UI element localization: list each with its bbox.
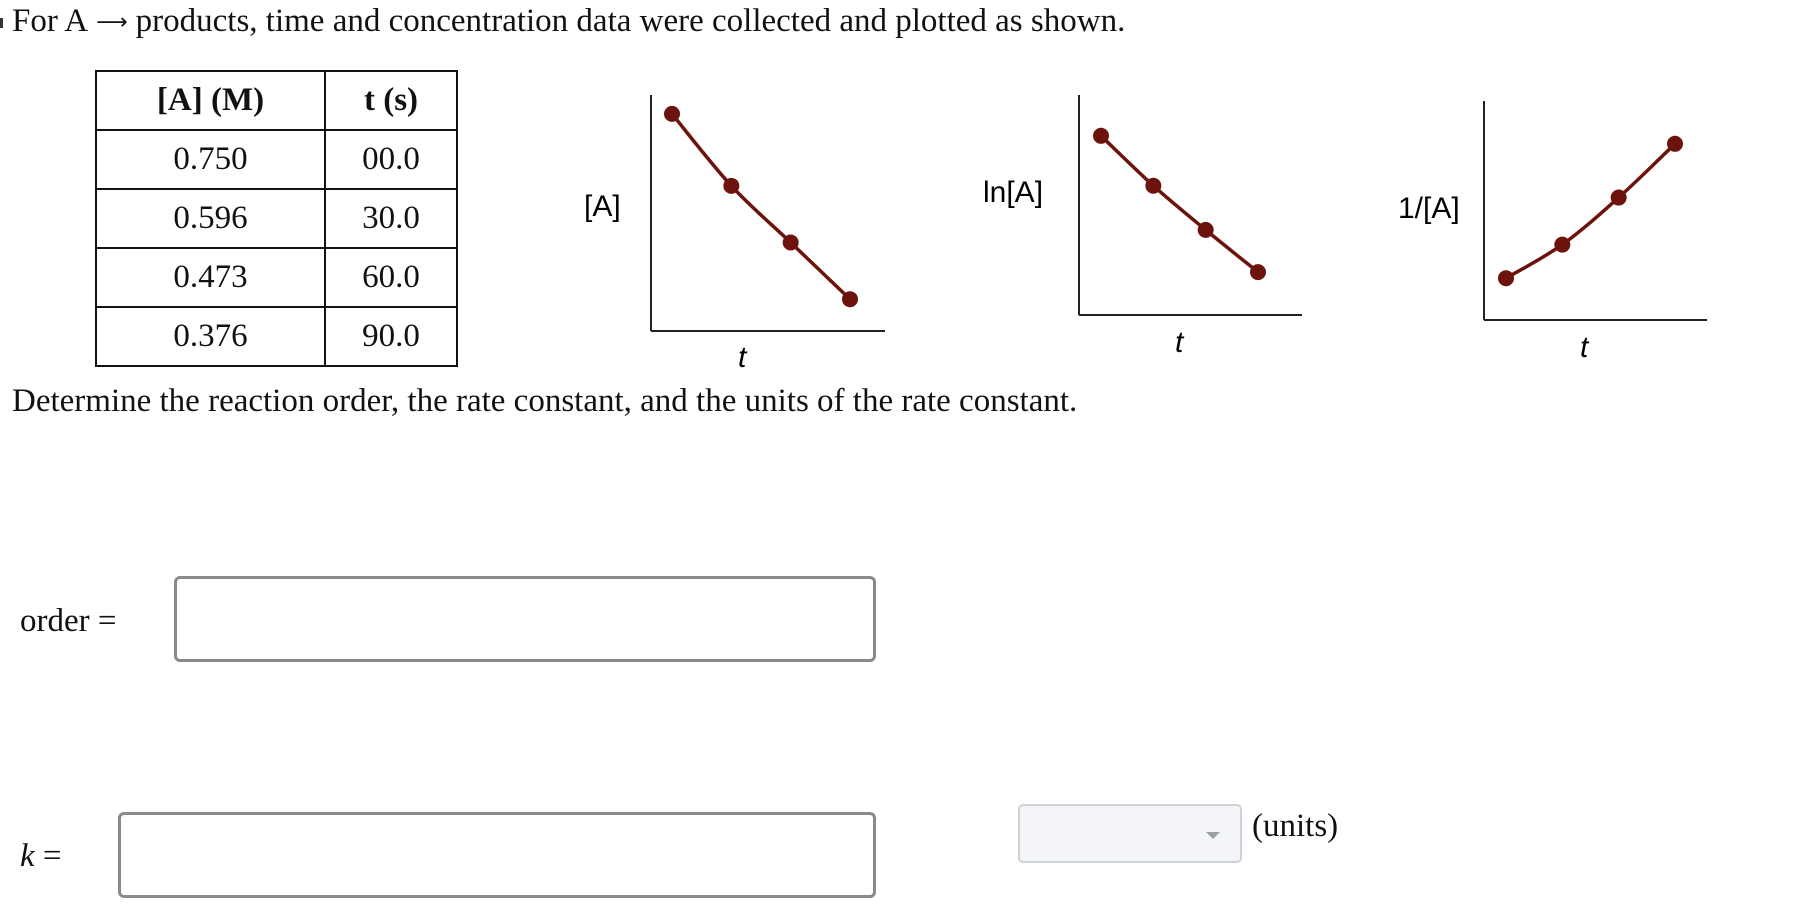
plot-1-ylabel: [A] xyxy=(584,190,621,223)
k-input[interactable] xyxy=(118,812,876,898)
plot-2-point-2 xyxy=(1145,178,1161,194)
concentration-time-table xyxy=(95,70,458,367)
table-row xyxy=(96,130,457,189)
plot-1-point-1 xyxy=(664,106,680,122)
cell-concentration: 0.750 xyxy=(96,130,325,189)
header-concentration: [A] (M) xyxy=(96,71,325,130)
k-equals: = xyxy=(42,838,62,874)
plot-3-points xyxy=(1498,136,1683,286)
cell-concentration: 0.596 xyxy=(96,189,325,248)
header-time: t (s) xyxy=(325,71,457,130)
plot-3-point-2 xyxy=(1554,237,1570,253)
units-dropdown[interactable] xyxy=(1018,804,1242,863)
left-edge-marker xyxy=(0,18,3,28)
plot-2-xlabel: t xyxy=(1175,326,1184,359)
plot-concentration-vs-time xyxy=(570,85,900,375)
order-label: order = xyxy=(20,603,117,639)
plot-ln-concentration-vs-time xyxy=(975,85,1305,375)
cell-time: 30.0 xyxy=(325,189,457,248)
plot-3-point-1 xyxy=(1498,270,1514,286)
plot-2-point-1 xyxy=(1093,128,1109,144)
k-label xyxy=(20,838,62,875)
plot-2-curve xyxy=(1101,136,1258,272)
table-header-row xyxy=(96,71,457,130)
prompt-reactant: For A xyxy=(12,3,89,39)
table-row xyxy=(96,189,457,248)
question-text: Determine the reaction order, the rate constant, and the units of the rate constant. xyxy=(12,383,1078,419)
plot-3-curve xyxy=(1506,144,1675,278)
plot-1-curve xyxy=(672,114,850,299)
plot-1-xlabel: t xyxy=(738,341,747,374)
reaction-arrow-icon: ⟶ xyxy=(96,10,128,35)
units-label: (units) xyxy=(1252,808,1339,844)
plot-inverse-concentration-vs-time xyxy=(1390,95,1720,385)
cell-concentration: 0.473 xyxy=(96,248,325,307)
cell-time: 00.0 xyxy=(325,130,457,189)
caret-down-icon xyxy=(1206,832,1220,839)
plot-3-ylabel: 1/[A] xyxy=(1398,192,1460,225)
plot-2-point-4 xyxy=(1250,264,1266,280)
cell-concentration: 0.376 xyxy=(96,307,325,366)
plot-1-point-3 xyxy=(783,235,799,251)
table-row xyxy=(96,307,457,366)
plot-2-ylabel: ln[A] xyxy=(983,176,1044,209)
plot-3-point-4 xyxy=(1667,136,1683,152)
prompt-rest: products, time and concentration data were collected and plotted as shown. xyxy=(135,3,1126,39)
k-symbol: k xyxy=(20,838,35,874)
plot-3-point-3 xyxy=(1611,190,1627,206)
plot-1-point-2 xyxy=(723,178,739,194)
cell-time: 60.0 xyxy=(325,248,457,307)
order-input[interactable] xyxy=(174,576,876,662)
plot-1-point-4 xyxy=(842,291,858,307)
table-row xyxy=(96,248,457,307)
plot-2-point-3 xyxy=(1198,222,1214,238)
plot-3-xlabel: t xyxy=(1580,331,1589,364)
cell-time: 90.0 xyxy=(325,307,457,366)
problem-statement xyxy=(12,0,1125,46)
